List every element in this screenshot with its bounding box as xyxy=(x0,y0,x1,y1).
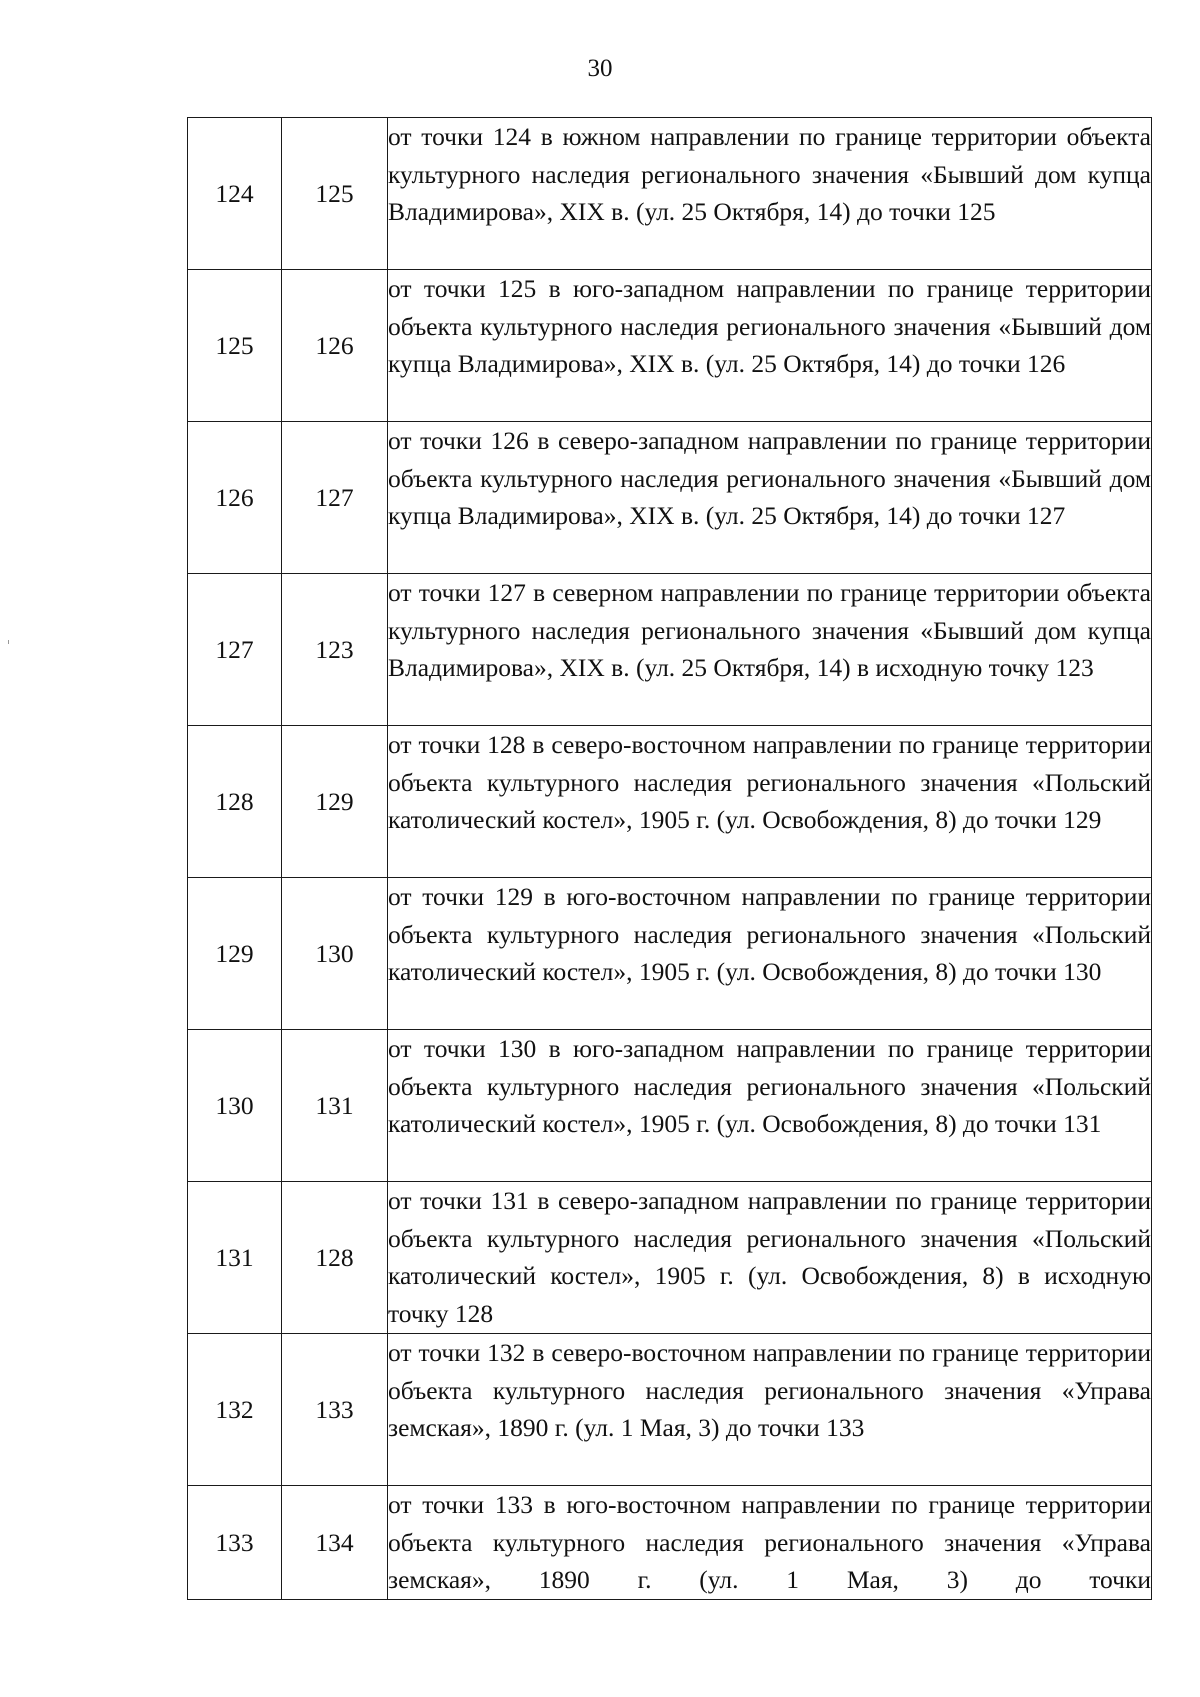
to-point-cell: 123 xyxy=(282,574,388,726)
page-number: 30 xyxy=(587,55,613,82)
description-cell xyxy=(388,422,1152,574)
description-cell xyxy=(388,1334,1152,1486)
from-point-cell: 131 xyxy=(188,1182,282,1334)
to-point-cell: 134 xyxy=(282,1486,388,1600)
to-point-cell: 131 xyxy=(282,1030,388,1182)
from-point-cell: 130 xyxy=(188,1030,282,1182)
table-row xyxy=(188,1030,1152,1182)
to-point-cell: 129 xyxy=(282,726,388,878)
from-point-cell: 128 xyxy=(188,726,282,878)
description-text: от точки 126 в северо-западном направлении по границе территории объекта культурного наследия регионального значения «Бывший дом купца Владимирова», XIX в. (ул. 25 Октября, 14) до точки 127 xyxy=(388,426,1151,530)
from-point-cell: 132 xyxy=(188,1334,282,1486)
description-text: от точки 125 в юго-западном направлении по границе территории объекта культурного наследия регионального значения «Бывший дом купца Владимирова», XIX в. (ул. 25 Октября, 14) до точки 126 xyxy=(388,274,1151,378)
table-row xyxy=(188,118,1152,270)
description-text: от точки 132 в северо-восточном направлении по границе территории объекта культурного наследия регионального значения «Управа земская», 1890 г. (ул. 1 Мая, 3) до точки 133 xyxy=(388,1338,1151,1442)
description-cell xyxy=(388,574,1152,726)
from-point-cell: 125 xyxy=(188,270,282,422)
to-point-cell: 133 xyxy=(282,1334,388,1486)
from-point-cell: 124 xyxy=(188,118,282,270)
description-cell xyxy=(388,1486,1152,1600)
description-text: от точки 133 в юго-восточном направлении по границе территории объекта культурного наследия регионального значения «Управа земская», 1890 г. (ул. 1 Мая, 3) до точки xyxy=(388,1490,1151,1594)
table-row xyxy=(188,270,1152,422)
table-row xyxy=(188,1486,1152,1600)
from-point-cell: 126 xyxy=(188,422,282,574)
table-row xyxy=(188,878,1152,1030)
to-point-cell: 128 xyxy=(282,1182,388,1334)
description-text: от точки 124 в южном направлении по границе территории объекта культурного наследия регионального значения «Бывший дом купца Владимирова», XIX в. (ул. 25 Октября, 14) до точки 125 xyxy=(388,122,1151,226)
description-text: от точки 128 в северо-восточном направлении по границе территории объекта культурного наследия регионального значения «Польский католический костел», 1905 г. (ул. Освобождения, 8) до точки 129 xyxy=(388,730,1151,834)
description-text: от точки 130 в юго-западном направлении по границе территории объекта культурного наследия регионального значения «Польский католический костел», 1905 г. (ул. Освобождения, 8) до точки 131 xyxy=(388,1034,1151,1138)
description-cell xyxy=(388,878,1152,1030)
table-row xyxy=(188,422,1152,574)
description-cell xyxy=(388,118,1152,270)
scan-mark xyxy=(8,640,9,644)
description-cell xyxy=(388,726,1152,878)
description-cell xyxy=(388,1030,1152,1182)
table-row xyxy=(188,574,1152,726)
from-point-cell: 133 xyxy=(188,1486,282,1600)
description-cell xyxy=(388,1182,1152,1334)
table-row xyxy=(188,726,1152,878)
description-cell xyxy=(388,270,1152,422)
from-point-cell: 129 xyxy=(188,878,282,1030)
to-point-cell: 126 xyxy=(282,270,388,422)
table-row xyxy=(188,1334,1152,1486)
boundary-table xyxy=(187,117,1152,1600)
to-point-cell: 125 xyxy=(282,118,388,270)
from-point-cell: 127 xyxy=(188,574,282,726)
description-text: от точки 129 в юго-восточном направлении по границе территории объекта культурного наследия регионального значения «Польский католический костел», 1905 г. (ул. Освобождения, 8) до точки 130 xyxy=(388,882,1151,986)
to-point-cell: 130 xyxy=(282,878,388,1030)
table-row xyxy=(188,1182,1152,1334)
description-text: от точки 131 в северо-западном направлении по границе территории объекта культурного наследия регионального значения «Польский католический костел», 1905 г. (ул. Освобождения, 8) в исходную точку 128 xyxy=(388,1186,1151,1328)
to-point-cell: 127 xyxy=(282,422,388,574)
description-text: от точки 127 в северном направлении по границе территории объекта культурного наследия регионального значения «Бывший дом купца Владимирова», XIX в. (ул. 25 Октября, 14) в исходную точку 123 xyxy=(388,578,1151,682)
